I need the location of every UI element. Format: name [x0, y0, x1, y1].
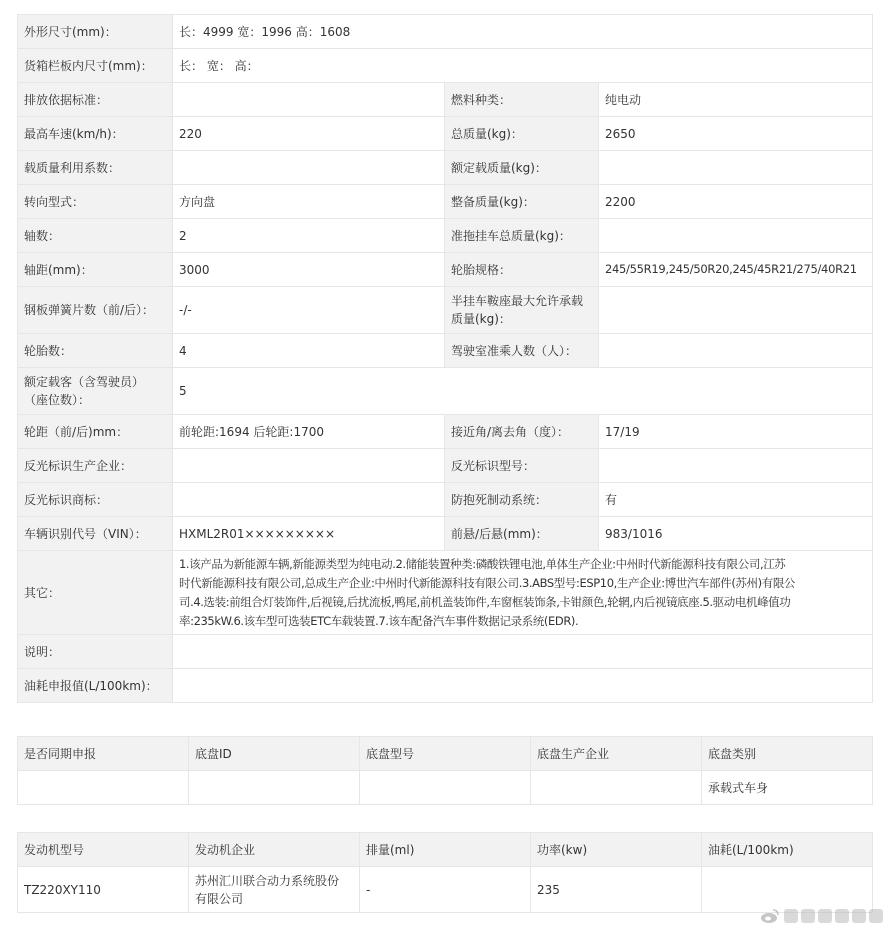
dims-label: 外形尺寸(mm)： [18, 15, 173, 49]
rated-load-label: 额定载质量(kg)： [445, 151, 599, 185]
engine-table [17, 832, 873, 913]
engine-company-line: 有限公司 [195, 891, 244, 906]
abs-label: 防抱死制动系统： [445, 483, 599, 517]
reflector-model-label: 反光标识型号： [445, 449, 599, 483]
saddle-load-value [599, 287, 873, 334]
table-row [18, 368, 873, 415]
table-row [18, 334, 873, 368]
table-row [18, 219, 873, 253]
column-header: 功率(kw) [531, 833, 702, 867]
track-label: 轮距（前/后)mm： [18, 415, 173, 449]
table-cell [18, 771, 189, 805]
other-value-line: 1.该产品为新能源车辆,新能源类型为纯电动.2.储能装置种类:磷酸铁锂电池,单体生产企业:中州时代新能源科技有限公司,江苏 [179, 556, 786, 571]
rated-passengers-label-line: （座位数）： [24, 393, 91, 407]
table-row [18, 449, 873, 483]
rated-passengers-value: 5 [173, 368, 873, 415]
curb-mass-value: 2200 [599, 185, 873, 219]
cargo-dims-label: 货箱栏板内尺寸(mm)： [18, 49, 173, 83]
watermark [760, 908, 883, 924]
angles-label: 接近角/离去角（度）： [445, 415, 599, 449]
reflector-brand-value [173, 483, 445, 517]
saddle-load-label [445, 287, 599, 334]
emission-label: 排放依据标准： [18, 83, 173, 117]
table-row [18, 151, 873, 185]
emission-value [173, 83, 445, 117]
other-value [173, 551, 873, 635]
note-value [173, 635, 873, 669]
trailer-mass-label: 准拖挂车总质量(kg)： [445, 219, 599, 253]
angles-value: 17/19 [599, 415, 873, 449]
table-header-row [18, 833, 873, 867]
table-row [18, 253, 873, 287]
fuel-consumption-label: 油耗申报值(L/100km)： [18, 669, 173, 703]
trailer-mass-value [599, 219, 873, 253]
column-header: 排量(ml) [360, 833, 531, 867]
rated-passengers-label [18, 368, 173, 415]
fuel-value: 纯电动 [599, 83, 873, 117]
weibo-logo-icon [760, 908, 780, 924]
column-header: 底盘生产企业 [531, 737, 702, 771]
other-value-line: 司.4.选装:前组合灯装饰件,后视镜,后扰流板,鸭尾,前机盖装饰件,车窗框装饰条,卡钳颜色,轮辋,内后视镜底座.5.驱动电机峰值功 [179, 594, 791, 609]
steering-label: 转向型式： [18, 185, 173, 219]
table-cell [360, 771, 531, 805]
note-label: 说明： [18, 635, 173, 669]
rated-passengers-label-line: 额定载客（含驾驶员） [24, 375, 145, 389]
chassis-table [17, 736, 873, 805]
table-row [18, 635, 873, 669]
overhang-value: 983/1016 [599, 517, 873, 551]
total-mass-value: 2650 [599, 117, 873, 151]
column-header: 发动机企业 [189, 833, 360, 867]
table-row [18, 483, 873, 517]
fuel-label: 燃料种类： [445, 83, 599, 117]
rated-load-value [599, 151, 873, 185]
reflector-model-value [599, 449, 873, 483]
vin-value: HXML2R01××××××××× [173, 517, 445, 551]
other-value-line: 时代新能源科技有限公司,总成生产企业:中州时代新能源科技有限公司.3.ABS型号:ESP10,生产企业:博世汽车部件(苏州)有限公 [179, 575, 796, 590]
wheelbase-label: 轴距(mm)： [18, 253, 173, 287]
engine-company-line: 苏州汇川联合动力系统股份 [195, 873, 340, 888]
table-row [18, 771, 873, 805]
table-cell: 235 [531, 867, 702, 913]
table-cell: 承载式车身 [702, 771, 873, 805]
cab-seats-label: 驾驶室准乘人数（人）： [445, 334, 599, 368]
max-speed-value: 220 [173, 117, 445, 151]
table-cell [189, 867, 360, 913]
column-header: 油耗(L/100km) [702, 833, 873, 867]
vin-label: 车辆识别代号（VIN）： [18, 517, 173, 551]
table-row [18, 669, 873, 703]
curb-mass-label: 整备质量(kg)： [445, 185, 599, 219]
table-row [18, 83, 873, 117]
reflector-brand-label: 反光标识商标： [18, 483, 173, 517]
column-header: 发动机型号 [18, 833, 189, 867]
abs-value: 有 [599, 483, 873, 517]
dims-value: 长：4999 宽：1996 高：1608 [173, 15, 873, 49]
tire-spec-label: 轮胎规格： [445, 253, 599, 287]
saddle-load-label-line: 半挂车鞍座最大允许承载 [451, 294, 584, 308]
table-cell: TZ220XY110 [18, 867, 189, 913]
saddle-load-label-line: 质量(kg)： [451, 312, 511, 326]
watermark-text [784, 909, 883, 923]
table-row [18, 15, 873, 49]
column-header: 是否同期申报 [18, 737, 189, 771]
table-row [18, 185, 873, 219]
table-row [18, 517, 873, 551]
table-row [18, 551, 873, 635]
overhang-label: 前悬/后悬(mm)： [445, 517, 599, 551]
table-row [18, 287, 873, 334]
load-coeff-value [173, 151, 445, 185]
table-cell [702, 867, 873, 913]
table-row [18, 867, 873, 913]
table-cell: - [360, 867, 531, 913]
max-speed-label: 最高车速(km/h)： [18, 117, 173, 151]
wheelbase-value: 3000 [173, 253, 445, 287]
axles-value: 2 [173, 219, 445, 253]
column-header: 底盘ID [189, 737, 360, 771]
table-row [18, 117, 873, 151]
table-row [18, 49, 873, 83]
vehicle-params-table [17, 14, 873, 703]
table-cell [189, 771, 360, 805]
fuel-consumption-value [173, 669, 873, 703]
table-cell [531, 771, 702, 805]
reflector-maker-value [173, 449, 445, 483]
axles-label: 轴数： [18, 219, 173, 253]
cargo-dims-value: 长： 宽： 高： [173, 49, 873, 83]
track-value: 前轮距:1694 后轮距:1700 [173, 415, 445, 449]
other-label: 其它： [18, 551, 173, 635]
load-coeff-label: 载质量利用系数： [18, 151, 173, 185]
table-row [18, 415, 873, 449]
leaf-spring-value: -/- [173, 287, 445, 334]
tire-spec-value: 245/55R19,245/50R20,245/45R21/275/40R21 [599, 253, 873, 287]
steering-value: 方向盘 [173, 185, 445, 219]
leaf-spring-label: 钢板弹簧片数（前/后）： [18, 287, 173, 334]
cab-seats-value [599, 334, 873, 368]
column-header: 底盘型号 [360, 737, 531, 771]
table-header-row [18, 737, 873, 771]
tire-count-label: 轮胎数： [18, 334, 173, 368]
total-mass-label: 总质量(kg)： [445, 117, 599, 151]
reflector-maker-label: 反光标识生产企业： [18, 449, 173, 483]
other-value-line: 率:235kW.6.该车型可选装ETC车载装置.7.该车配备汽车事件数据记录系统(EDR). [179, 613, 579, 628]
column-header: 底盘类别 [702, 737, 873, 771]
tire-count-value: 4 [173, 334, 445, 368]
